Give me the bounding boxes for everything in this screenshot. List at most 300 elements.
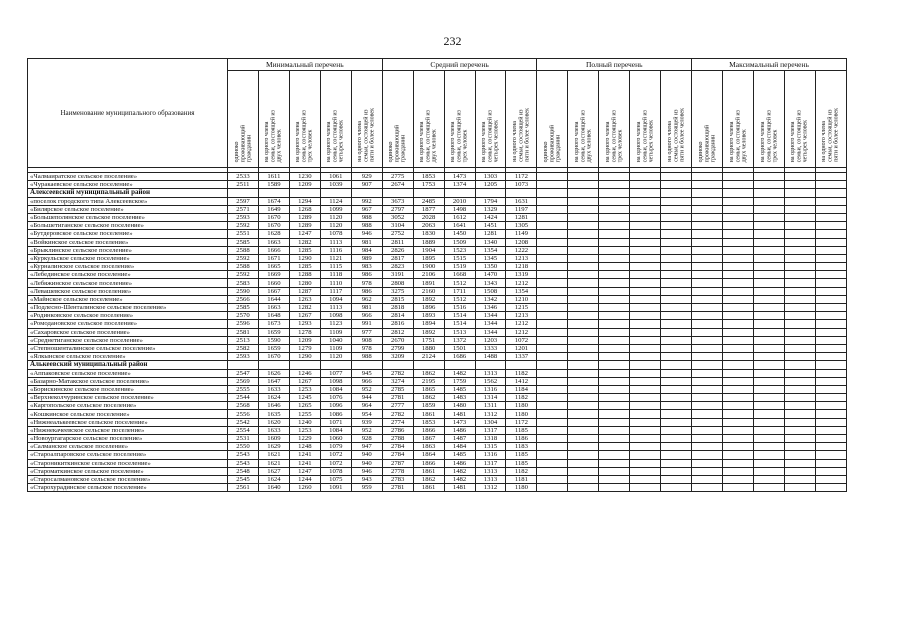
value-cell: 3052 (382, 213, 413, 221)
value-cell (537, 287, 568, 295)
value-cell (784, 238, 815, 246)
value-cell (661, 254, 692, 262)
value-cell: 1660 (258, 279, 289, 287)
value-cell: 2785 (382, 385, 413, 393)
value-cell (723, 287, 754, 295)
table-row (28, 344, 847, 352)
value-cell (630, 181, 661, 189)
value-cell: 991 (351, 320, 382, 328)
value-cell: 1246 (289, 369, 320, 377)
value-cell (723, 385, 754, 393)
value-cell: 2531 (228, 435, 259, 443)
value-cell: 1212 (506, 320, 537, 328)
value-cell (630, 394, 661, 402)
value-cell: 2010 (444, 197, 475, 205)
value-cell (815, 467, 846, 475)
value-cell (661, 475, 692, 483)
value-cell (723, 377, 754, 385)
value-cell (692, 361, 723, 369)
value-cell: 1260 (289, 484, 320, 492)
value-cell: 1182 (506, 369, 537, 377)
value-cell: 2533 (228, 173, 259, 181)
table-row (28, 402, 847, 410)
value-cell (537, 312, 568, 320)
value-cell: 1861 (413, 410, 444, 418)
group-average: Средний перечень (382, 59, 537, 71)
value-cell: 1640 (258, 484, 289, 492)
table-row (28, 459, 847, 467)
value-cell: 981 (351, 304, 382, 312)
value-cell (723, 451, 754, 459)
value-cell: 3673 (382, 197, 413, 205)
value-cell: 1113 (320, 304, 351, 312)
table-row (28, 418, 847, 426)
table-row (28, 435, 847, 443)
value-cell: 2582 (228, 344, 259, 352)
value-cell: 1488 (475, 353, 506, 361)
settlement-name: «Старохурадинское сельское поселение» (28, 484, 228, 492)
settlement-name: «Бутдеровское сельское поселение» (28, 230, 228, 238)
value-cell (692, 246, 723, 254)
value-cell (754, 230, 785, 238)
value-cell: 1673 (258, 320, 289, 328)
value-cell (599, 279, 630, 287)
value-cell (692, 336, 723, 344)
value-cell (784, 279, 815, 287)
value-cell (630, 328, 661, 336)
value-cell: 1374 (444, 181, 475, 189)
value-cell (599, 287, 630, 295)
value-cell: 989 (351, 254, 382, 262)
value-cell (692, 394, 723, 402)
settlement-name: «Кошкинское сельское поселение» (28, 410, 228, 418)
value-cell: 1620 (258, 418, 289, 426)
value-cell: 1241 (289, 451, 320, 459)
value-cell: 2588 (228, 263, 259, 271)
value-cell: 1182 (506, 394, 537, 402)
value-cell: 1633 (258, 426, 289, 434)
value-cell: 1287 (289, 287, 320, 295)
value-cell (599, 271, 630, 279)
subcolumn-header (661, 71, 692, 168)
value-cell (537, 385, 568, 393)
value-cell (537, 173, 568, 181)
value-cell (568, 271, 599, 279)
value-cell (599, 394, 630, 402)
value-cell: 1482 (444, 369, 475, 377)
value-cell: 1317 (475, 426, 506, 434)
settlement-name: «Верхнеколчуринское сельское поселение» (28, 394, 228, 402)
value-cell (754, 173, 785, 181)
value-cell (692, 287, 723, 295)
value-cell: 1589 (258, 181, 289, 189)
settlement-name: «Ромодановское сельское поселение» (28, 320, 228, 328)
value-cell: 1290 (289, 353, 320, 361)
value-cell: 1451 (475, 222, 506, 230)
subcolumn-header (784, 71, 815, 168)
table-row (28, 484, 847, 492)
value-cell (537, 369, 568, 377)
value-cell: 1830 (413, 230, 444, 238)
value-cell (692, 467, 723, 475)
value-cell: 1483 (444, 394, 475, 402)
value-cell: 992 (351, 197, 382, 205)
value-cell (568, 205, 599, 213)
table-row (28, 271, 847, 279)
value-cell (661, 344, 692, 352)
value-cell (754, 279, 785, 287)
value-cell (382, 189, 413, 197)
value-cell (815, 320, 846, 328)
value-cell: 1372 (444, 336, 475, 344)
value-cell (723, 484, 754, 492)
value-cell: 1481 (444, 484, 475, 492)
value-cell: 2775 (382, 173, 413, 181)
value-cell (692, 344, 723, 352)
value-cell (754, 459, 785, 467)
value-cell: 2778 (382, 467, 413, 475)
value-cell (630, 410, 661, 418)
value-cell (692, 475, 723, 483)
value-cell (537, 181, 568, 189)
settlement-name: «Нижнеалькеевское сельское поселение» (28, 418, 228, 426)
value-cell (784, 377, 815, 385)
value-cell (692, 377, 723, 385)
table-row (28, 181, 847, 189)
value-cell: 986 (351, 287, 382, 295)
value-cell (599, 238, 630, 246)
value-cell (692, 402, 723, 410)
value-cell: 907 (351, 181, 382, 189)
value-cell: 952 (351, 426, 382, 434)
value-cell: 2585 (228, 304, 259, 312)
subcolumn-header (258, 71, 289, 168)
value-cell (815, 361, 846, 369)
value-cell: 1313 (475, 369, 506, 377)
value-cell (568, 230, 599, 238)
value-cell: 3191 (382, 271, 413, 279)
table-row (28, 230, 847, 238)
value-cell (754, 328, 785, 336)
value-cell (568, 410, 599, 418)
value-cell (723, 344, 754, 352)
value-cell: 1624 (258, 394, 289, 402)
value-cell: 1354 (506, 287, 537, 295)
value-cell (815, 181, 846, 189)
value-cell: 1061 (320, 173, 351, 181)
settlement-name: «Новоургагарское сельское поселение» (28, 435, 228, 443)
district-name: Алексеевский муниципальный район (28, 189, 228, 197)
value-cell (815, 173, 846, 181)
value-cell: 2816 (382, 320, 413, 328)
group-header-row (28, 59, 847, 71)
value-cell (630, 320, 661, 328)
value-cell (599, 230, 630, 238)
value-cell (723, 254, 754, 262)
value-cell: 944 (351, 394, 382, 402)
value-cell (815, 410, 846, 418)
subcolumn-header (568, 71, 599, 168)
value-cell (661, 312, 692, 320)
value-cell (630, 205, 661, 213)
subcolumn-header (382, 71, 413, 168)
value-cell (258, 361, 289, 369)
value-cell (630, 426, 661, 434)
value-cell: 1245 (289, 394, 320, 402)
value-cell (661, 271, 692, 279)
value-cell (630, 418, 661, 426)
table-row (28, 353, 847, 361)
value-cell (630, 361, 661, 369)
value-cell (630, 246, 661, 254)
value-cell: 1078 (320, 467, 351, 475)
value-cell: 2545 (228, 475, 259, 483)
value-cell (784, 287, 815, 295)
value-cell (228, 189, 259, 197)
value-cell: 1118 (320, 271, 351, 279)
value-cell (723, 189, 754, 197)
value-cell: 2782 (382, 369, 413, 377)
value-cell (568, 173, 599, 181)
value-cell: 1247 (289, 467, 320, 475)
value-cell (599, 336, 630, 344)
settlement-name: «Староалпаровское сельское поселение» (28, 451, 228, 459)
value-cell (754, 246, 785, 254)
value-cell (413, 189, 444, 197)
value-cell: 1794 (475, 197, 506, 205)
settlement-name: «Билярское сельское поселение» (28, 205, 228, 213)
value-cell: 1470 (475, 271, 506, 279)
value-cell (815, 287, 846, 295)
value-cell (661, 263, 692, 271)
value-cell: 1333 (475, 344, 506, 352)
settlement-name: «Большетиганское сельское поселение» (28, 222, 228, 230)
value-cell (723, 213, 754, 221)
value-cell: 1222 (506, 246, 537, 254)
value-cell: 2782 (382, 410, 413, 418)
value-cell (599, 344, 630, 352)
value-cell: 1514 (444, 312, 475, 320)
value-cell: 1343 (475, 279, 506, 287)
value-cell (475, 361, 506, 369)
value-cell (630, 254, 661, 262)
value-cell: 981 (351, 238, 382, 246)
value-cell (630, 271, 661, 279)
value-cell: 1268 (289, 205, 320, 213)
value-cell (815, 197, 846, 205)
value-cell (692, 230, 723, 238)
value-cell: 2788 (382, 435, 413, 443)
value-cell (599, 328, 630, 336)
value-cell (228, 361, 259, 369)
value-cell: 1318 (475, 435, 506, 443)
value-cell (537, 394, 568, 402)
value-cell: 1498 (444, 205, 475, 213)
table-row (28, 312, 847, 320)
settlement-name: «Базарно-Матакское сельское поселение» (28, 377, 228, 385)
value-cell: 1312 (475, 484, 506, 492)
subcolumn-header (289, 71, 320, 168)
table-row (28, 385, 847, 393)
value-cell (599, 459, 630, 467)
value-cell (537, 205, 568, 213)
value-cell: 1293 (289, 320, 320, 328)
value-cell (754, 402, 785, 410)
value-cell: 2568 (228, 402, 259, 410)
value-cell: 2784 (382, 451, 413, 459)
value-cell: 1203 (475, 336, 506, 344)
value-cell (723, 181, 754, 189)
value-cell: 2555 (228, 385, 259, 393)
value-cell (537, 328, 568, 336)
table-row (28, 369, 847, 377)
value-cell (723, 312, 754, 320)
value-cell: 940 (351, 459, 382, 467)
table-row (28, 320, 847, 328)
value-cell (661, 418, 692, 426)
table-row (28, 377, 847, 385)
value-cell: 1342 (475, 295, 506, 303)
value-cell (568, 451, 599, 459)
value-cell (537, 279, 568, 287)
value-cell: 1316 (475, 451, 506, 459)
subcolumn-header (815, 71, 846, 168)
value-cell: 2485 (413, 197, 444, 205)
value-cell (723, 173, 754, 181)
value-cell (723, 336, 754, 344)
value-cell: 1889 (413, 238, 444, 246)
value-cell: 1486 (444, 426, 475, 434)
value-cell (568, 263, 599, 271)
value-cell: 1319 (506, 271, 537, 279)
value-cell (537, 361, 568, 369)
value-cell (815, 435, 846, 443)
value-cell (599, 304, 630, 312)
value-cell: 1091 (320, 484, 351, 492)
value-cell (661, 353, 692, 361)
value-cell: 946 (351, 230, 382, 238)
value-cell: 1182 (506, 467, 537, 475)
settlement-name: «Лебединское сельское поселение» (28, 271, 228, 279)
value-cell: 1072 (506, 336, 537, 344)
value-cell (692, 205, 723, 213)
value-cell: 977 (351, 328, 382, 336)
value-cell: 1121 (320, 254, 351, 262)
value-cell: 2028 (413, 213, 444, 221)
value-cell: 1213 (506, 312, 537, 320)
value-cell (692, 271, 723, 279)
value-cell (784, 181, 815, 189)
subcolumn-label: одиноко проживающий гражданин (233, 124, 253, 162)
value-cell: 1316 (475, 385, 506, 393)
value-cell (723, 418, 754, 426)
subcolumn-label: на одного члена семьи, состоящей из пяти и более человек (357, 108, 376, 162)
value-cell (599, 402, 630, 410)
value-cell (754, 394, 785, 402)
value-cell (537, 435, 568, 443)
value-cell (661, 361, 692, 369)
value-cell: 1346 (475, 304, 506, 312)
value-cell: 1267 (289, 312, 320, 320)
value-cell (630, 484, 661, 492)
value-cell (784, 435, 815, 443)
value-cell (784, 230, 815, 238)
value-cell: 1670 (258, 222, 289, 230)
value-cell (599, 435, 630, 443)
value-cell (568, 213, 599, 221)
value-cell (784, 295, 815, 303)
value-cell (784, 385, 815, 393)
value-cell (661, 173, 692, 181)
value-cell: 2784 (382, 443, 413, 451)
value-cell (692, 459, 723, 467)
value-cell (815, 238, 846, 246)
table-row (28, 213, 847, 221)
value-cell (754, 410, 785, 418)
value-cell (475, 189, 506, 197)
value-cell: 1311 (475, 402, 506, 410)
value-cell (630, 385, 661, 393)
value-cell (661, 426, 692, 434)
value-cell (537, 189, 568, 197)
value-cell (723, 279, 754, 287)
value-cell (754, 467, 785, 475)
value-cell: 1096 (320, 402, 351, 410)
value-cell (537, 353, 568, 361)
value-cell (661, 484, 692, 492)
value-cell: 1313 (475, 475, 506, 483)
value-cell: 1900 (413, 263, 444, 271)
subcolumn-label: на одного члена семьи, состоящей из четырех человек (481, 109, 500, 162)
settlement-name: «Каргопольское сельское поселение» (28, 402, 228, 410)
value-cell: 1631 (506, 197, 537, 205)
value-cell: 2548 (228, 467, 259, 475)
table-row (28, 426, 847, 434)
value-cell (754, 271, 785, 279)
value-cell (692, 484, 723, 492)
value-cell (599, 189, 630, 197)
value-cell: 2571 (228, 205, 259, 213)
value-cell (599, 197, 630, 205)
value-cell (815, 344, 846, 352)
value-cell: 3274 (382, 377, 413, 385)
value-cell (537, 263, 568, 271)
value-cell (723, 402, 754, 410)
value-cell (661, 435, 692, 443)
value-cell: 1072 (320, 451, 351, 459)
value-cell (723, 459, 754, 467)
settlement-name: «Родинковское сельское поселение» (28, 312, 228, 320)
subcolumn-header (692, 71, 723, 168)
value-cell: 1853 (413, 173, 444, 181)
value-cell (506, 361, 537, 369)
value-cell (661, 443, 692, 451)
value-cell (815, 263, 846, 271)
section-row (28, 361, 847, 369)
value-cell: 1635 (258, 410, 289, 418)
value-cell: 1481 (444, 410, 475, 418)
settlement-name: «Борискинское сельское поселение» (28, 385, 228, 393)
value-cell (537, 271, 568, 279)
value-cell: 1473 (444, 418, 475, 426)
value-cell (784, 402, 815, 410)
value-cell (568, 295, 599, 303)
settlement-name: «Брыклинское сельское поселение» (28, 246, 228, 254)
value-cell (630, 459, 661, 467)
value-cell (568, 246, 599, 254)
value-cell (599, 451, 630, 459)
value-cell: 1060 (320, 435, 351, 443)
